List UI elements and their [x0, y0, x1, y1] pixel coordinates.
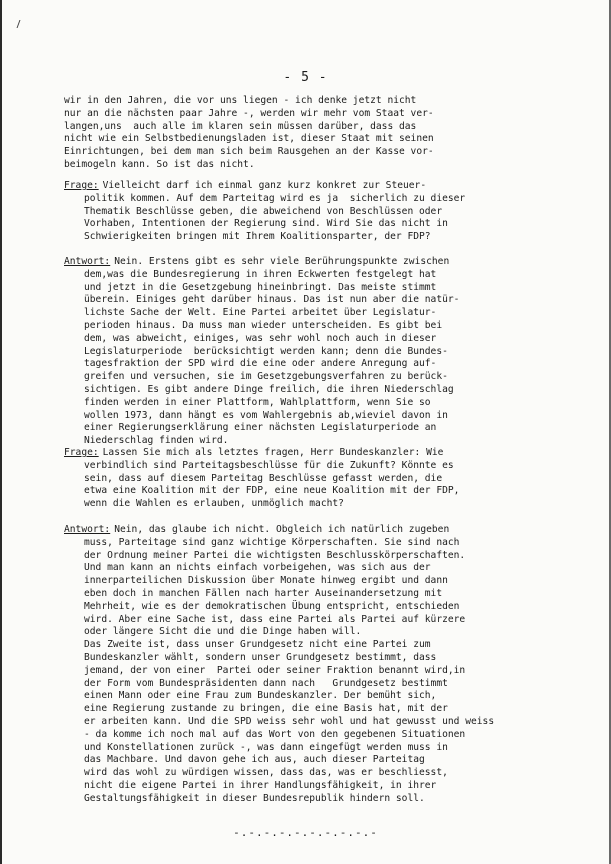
text-line: der Ordnung meiner Partei die wichtigsten Beschlusskörperschaften.: [84, 549, 466, 561]
text-line: eben doch in manchen Fällen nach harter Auseinandersetzung mit: [84, 587, 443, 599]
text-line: nur an die nächsten paar Jahre -, werden wir mehr vom Staat ver-: [64, 107, 434, 119]
text-line: sichtigen. Es gibt andere Dinge freilich, die ihren Niederschlag: [84, 383, 454, 395]
text-line: muss, Parteitage sind ganz wichtige Körperschaften. Sie sind nach: [84, 536, 460, 548]
text-line: politik kommen. Auf dem Parteitag wird es ja sicherlich zu dieser: [84, 192, 466, 204]
scan-mark: [17, 20, 27, 28]
text-line: wird das wohl zu würdigen wissen, dass das, was er beschliesst,: [84, 767, 448, 779]
speaker-label: Frage:: [64, 447, 99, 458]
text-line: greifen und versuchen, sie im Gesetzgebungsverfahren zu berück-: [84, 371, 448, 383]
text-line: wenn die Wahlen es erlauben, unmöglich macht?: [84, 498, 344, 510]
text-line: und Konstellationen zurück -, was dann eingefügt werden muss in: [84, 741, 448, 753]
paragraph-intro: [64, 95, 576, 172]
text-line: sein, dass auf diesem Parteitag Beschlüsse gefasst werden, die: [84, 472, 443, 484]
question-tax-policy: [64, 180, 576, 244]
text-line: - da komme ich noch mal auf das Wort von den gegebenen Situationen: [84, 728, 466, 740]
text-line: Gestaltungsfähigkeit in dieser Bundesrepublik hindern soll.: [84, 792, 425, 804]
text-line: lichste Sache der Welt. Eine Partei arbeitet über Legislatur-: [84, 307, 437, 319]
text-line: Legislaturperiode berücksichtigt werden kann; denn die Bundes-: [84, 345, 448, 357]
text-line: Das Zweite ist, dass unser Grundgesetz nicht eine Partei zum: [84, 639, 431, 651]
line-text: Vielleicht darf ich einmal ganz kurz konkret zur Steuer-: [102, 180, 427, 191]
text-line: Bundeskanzler wählt, sondern unser Grundgesetz bestimmt, dass: [84, 651, 437, 663]
text-line: verbindlich sind Parteitagsbeschlüsse für die Zukunft? Könnte es: [84, 459, 454, 471]
text-line: und jetzt in die Gesetzgebung hineinbringt. Das meiste stimmt: [84, 281, 437, 293]
text-line: oder längere Sicht die und die Dinge haben will.: [84, 626, 362, 638]
text-line: jemand, der von einer Partei oder seiner Fraktion benannt wird,in: [84, 664, 466, 676]
text-line: wird. Aber eine Sache ist, dass eine Partei als Partei auf kürzere: [84, 613, 466, 625]
first-line: [64, 524, 576, 537]
text-line: Einrichtungen, bei dem man sich beim Rausgehen an der Kasse vor-: [64, 146, 434, 158]
text-line: nicht die eigene Partei in ihrer Handlungsfähigkeit, in ihrer: [84, 779, 437, 791]
text-line: perioden hinaus. Da muss man wieder unterscheiden. Es gibt bei: [84, 319, 443, 331]
answer-party-resolutions: [64, 524, 576, 806]
text-line: dem, was abweicht, einiges, was sehr wohl noch auch in dieser: [84, 332, 437, 344]
first-line: [64, 256, 576, 269]
text-line: langen,uns auch alle im klaren sein müssen darüber, dass das: [64, 120, 417, 132]
text-line: Niederschlag finden wird.: [84, 435, 229, 447]
question-party-resolutions: [64, 447, 576, 511]
text-line: einen Mann oder eine Frau zum Bundeskanzler. Der bemüht sich,: [84, 690, 437, 702]
speaker-label: Frage:: [64, 180, 99, 191]
end-marker: -.-.-.-.-.-.-.-.-.-: [233, 826, 378, 839]
speaker-label: Antwort:: [64, 256, 111, 267]
text-line: Und man kann an nichts einfach vorbeigehen, was sich aus der: [84, 562, 431, 574]
text-line: Thematik Beschlüsse geben, die abweichend von Beschlüssen oder: [84, 205, 443, 217]
text-line: einer Regierungserklärung einer nächsten Legislaturperiode an: [84, 422, 437, 434]
speaker-label: Antwort:: [64, 524, 111, 535]
text-line: etwa eine Koalition mit der FDP, eine neue Koalition mit der FDP,: [84, 485, 460, 497]
text-line: finden werden in einer Plattform, Wahlplattform, wenn Sie so: [84, 396, 431, 408]
text-line: Vorhaben, Intentionen der Regierung sind. Wird Sie das nicht in: [84, 218, 448, 230]
text-line: wir in den Jahren, die vor uns liegen - ich denke jetzt nicht: [64, 95, 417, 106]
first-line: [64, 447, 576, 460]
page-number: - 5 -: [283, 70, 328, 85]
text-line: Mehrheit, wie es der demokratischen Übung entspricht, entschieden: [84, 600, 460, 612]
text-line: nicht wie ein Selbstbedienungsladen ist, dieser Staat mit seinen: [64, 133, 434, 145]
text-line: dem,was die Bundesregierung in ihren Eckwerten festgelegt hat: [84, 268, 437, 280]
text-line: der Form vom Bundespräsidenten dann nach Grundgesetz bestimmt: [84, 677, 448, 689]
text-line: innerparteilichen Diskussion über Monate hinweg ergibt und dann: [84, 575, 448, 587]
first-line: [64, 180, 576, 193]
text-line: beimogeln kann. So ist das nicht.: [64, 158, 255, 170]
answer-tax-policy: [64, 256, 576, 448]
line-text: Nein, das glaube ich nicht. Obgleich ich natürlich zugeben: [114, 524, 450, 535]
text-line: eine Regierung zustande zu bringen, die eine Basis hat, mit der: [84, 703, 448, 715]
text-line: Schwierigkeiten bringen mit Ihrem Koalitionsparter, der FDP?: [84, 231, 431, 243]
scan-edge-left: [0, 0, 2, 864]
line-text: Lassen Sie mich als letztes fragen, Herr Bundeskanzler: Wie: [102, 447, 444, 458]
text-line: überein. Einiges geht darüber hinaus. Das ist nun aber die natür-: [84, 294, 460, 306]
text-line: das Machbare. Und davon gehe ich aus, auch dieser Parteitag: [84, 754, 425, 766]
text-line: wollen 1973, dann hängt es vom Wahlergebnis ab,wieviel davon in: [84, 409, 448, 421]
line-text: Nein. Erstens gibt es sehr viele Berührungspunkte zwischen: [114, 256, 450, 267]
text-line: er arbeiten kann. Und die SPD weiss sehr wohl und hat gewusst und weiss: [84, 715, 495, 727]
text-line: tagesfraktion der SPD wird die eine oder andere Anregung auf-: [84, 358, 437, 370]
